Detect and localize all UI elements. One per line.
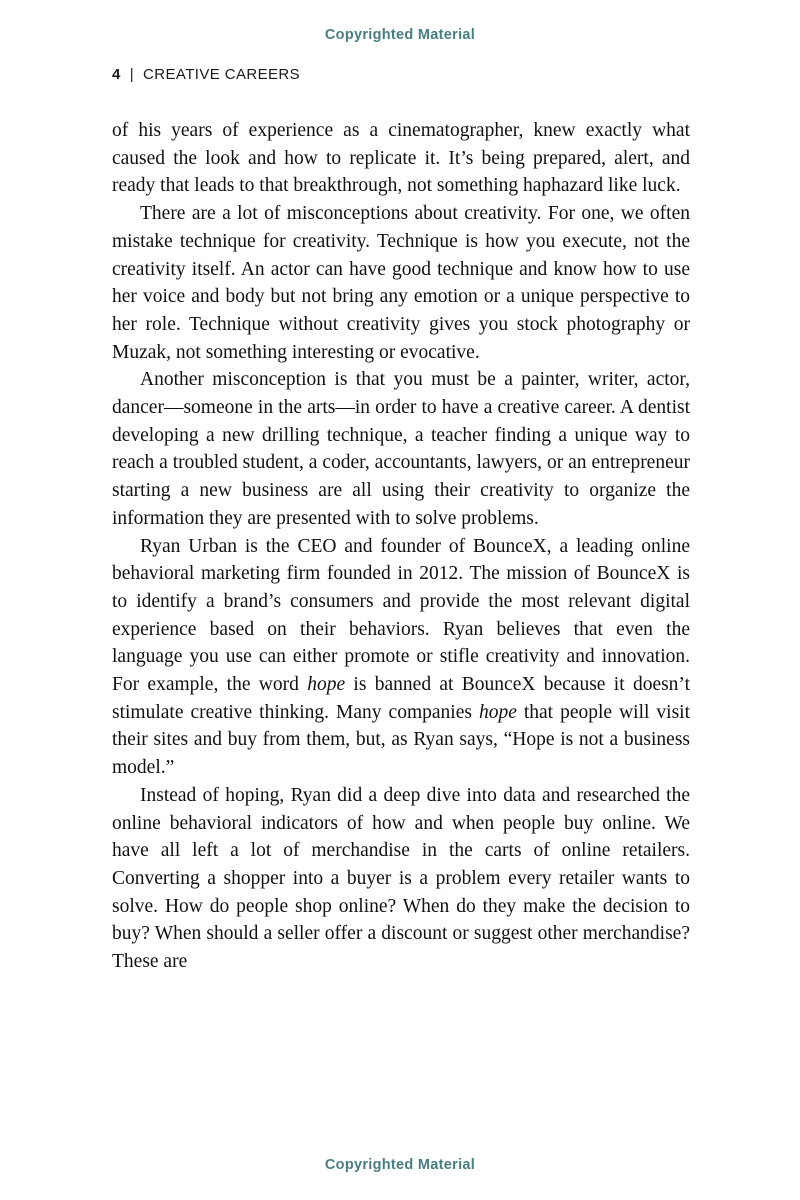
- text-segment: Instead of hoping, Ryan did a deep dive into data and researched the online behavioral indicators of how and when people buy online. We have all left a lot of merchandise in the carts of online retailers. Converting a shopper into a buyer is a problem every retailer wants to solve. How do people shop online? When do they make the decision to buy? When should a seller offer a discount or suggest other merchandise? These are: [112, 784, 690, 973]
- paragraph: [112, 533, 690, 782]
- text-segment: Ryan Urban is the CEO and founder of BounceX, a leading online behavioral marketing firm founded in 2012. The mission of BounceX is to identify a brand’s consumers and provide the most relevant digital experience based on their behaviors. Ryan believes that even the language you use can either promote or stifle creativity and innovation. For example, the word: [112, 535, 690, 696]
- body-text: [112, 117, 690, 976]
- copyright-notice-top: Copyrighted Material: [324, 27, 476, 43]
- paragraph: [112, 117, 690, 200]
- text-segment: There are a lot of misconceptions about creativity. For one, we often mistake technique for creativity. Technique is how you execute, not the creativity itself. An actor can have good technique and know how to use her voice and body but not bring any emotion or a unique perspective to her role. Technique without creativity gives you stock photography or Muzak, not something interesting or evocative.: [112, 203, 690, 363]
- emphasized-text: hope: [478, 701, 517, 723]
- text-segment: of his years of experience as a cinematographer, knew exactly what caused the look and how to replicate it. It’s being prepared, alert, and ready that leads to that breakthrough, not something haphazard like luck.: [112, 120, 690, 197]
- page-header: [112, 66, 300, 83]
- paragraph: [112, 782, 690, 976]
- chapter-title: CREATIVE CAREERS: [143, 66, 301, 83]
- text-segment: is banned at BounceX because it doesn’t stimulate creative thinking. Many companies: [112, 674, 690, 723]
- header-separator: |: [129, 66, 135, 83]
- text-segment: that people will visit their sites and buy from them, but, as Ryan says, “Hope is not a business model.”: [112, 701, 690, 779]
- paragraph: [112, 366, 690, 532]
- text-segment: Another misconception is that you must be a painter, writer, actor, dancer—someone in the arts—in order to have a creative career. A dentist developing a new drilling technique, a teacher finding a unique way to reach a troubled student, a coder, accountants, lawyers, or an entrepreneur starting a new business are all using their creativity to organize the information they are presented with to solve problems.: [112, 369, 690, 529]
- copyright-notice-bottom: Copyrighted Material: [324, 1157, 476, 1173]
- paragraph: [112, 200, 690, 366]
- page-number: 4: [112, 66, 121, 83]
- emphasized-text: hope: [307, 674, 346, 696]
